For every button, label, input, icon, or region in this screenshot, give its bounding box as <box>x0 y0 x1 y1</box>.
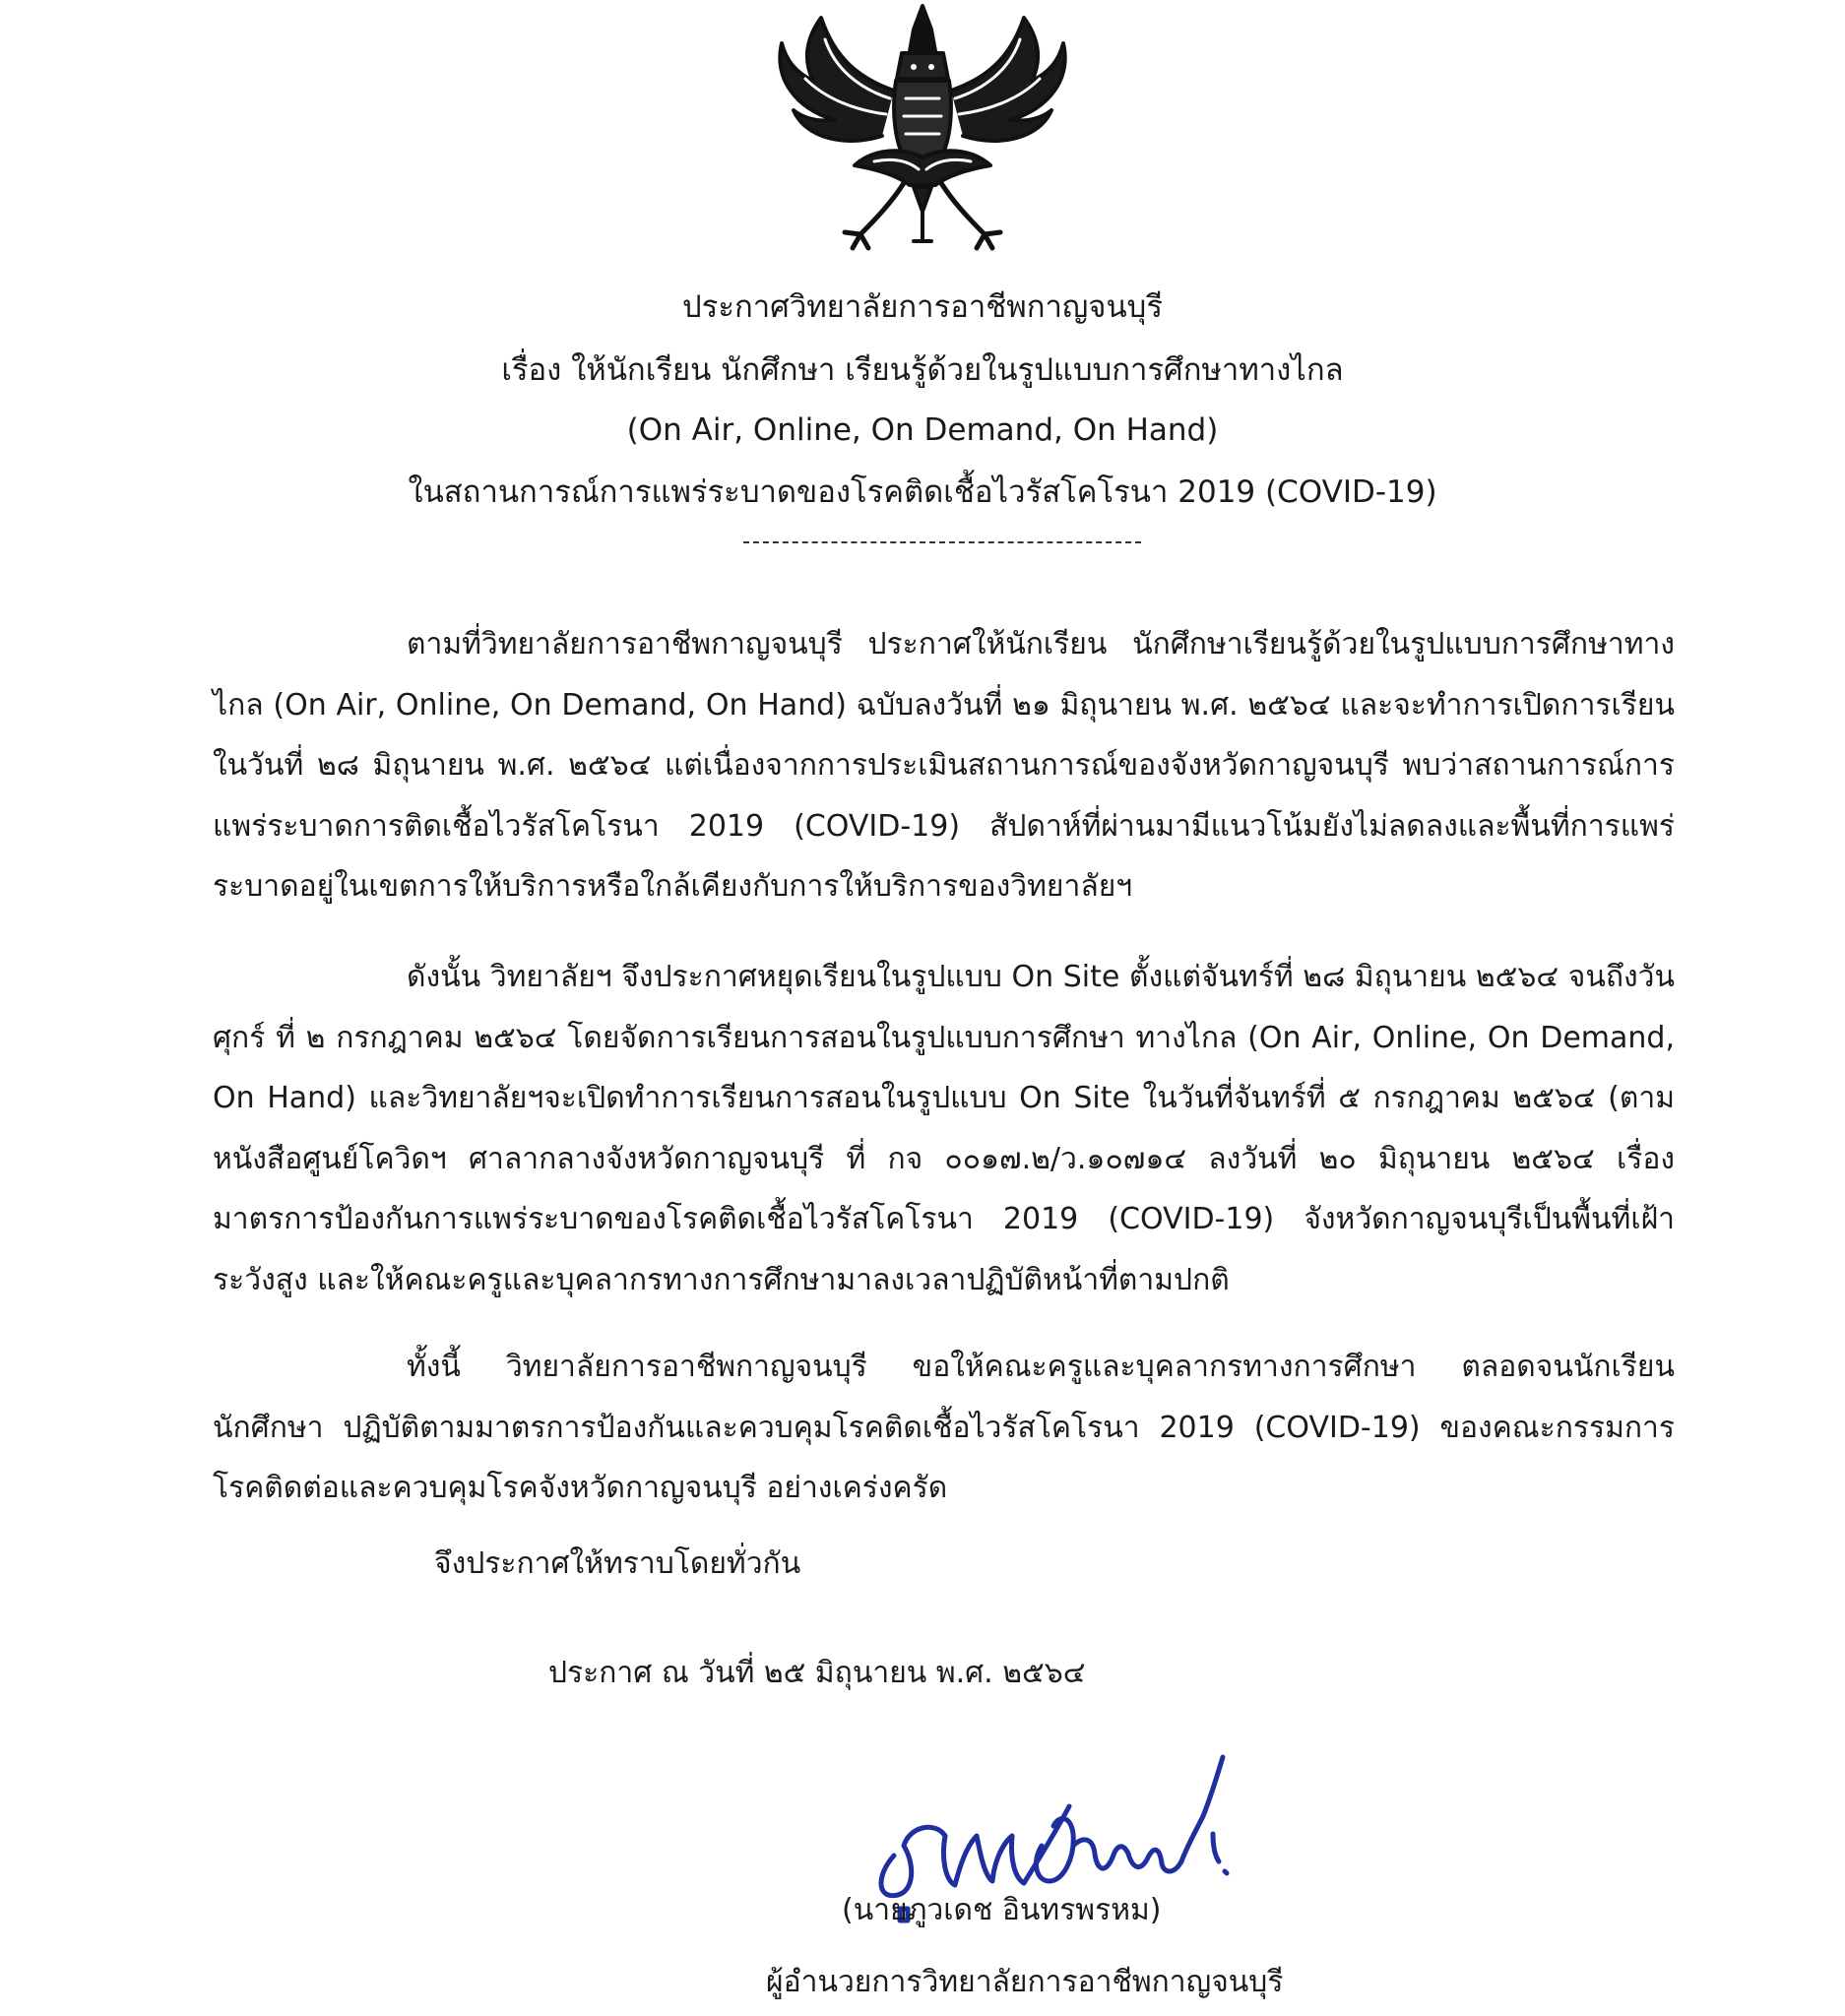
garuda-emblem-icon <box>766 0 1079 266</box>
signer-name: (นายภูวเดช อินทรพรหม) <box>842 1893 1162 1927</box>
subject-line: เรื่อง ให้นักเรียน นักศึกษา เรียนรู้ด้วยในรูปแบบการศึกษาทางไกล <box>501 352 1344 388</box>
paragraph-2 <box>213 947 1675 1310</box>
paragraph-1-text: ตามที่วิทยาลัยการอาชีพกาญจนบุรี ประกาศให้นักเรียน นักศึกษาเรียนรู้ด้วยในรูปแบบการศึกษาทางไกล (On Air, Online, On Demand, On Hand) ฉบับลงวันที่ ๒๑ มิถุนายน พ.ศ. ๒๕๖๔ และจะทำการเปิดการเรียนในวันที่ ๒๘ มิถุนายน พ.ศ. ๒๕๖๔ แต่เนื่องจากการประเมินสถานการณ์ของจังหวัดกาญจนบุรี พบว่าสถานการณ์การแพร่ระบาดการติดเชื้อไวรัสโคโรนา 2019 (COVID-19) สัปดาห์ที่ผ่านมามีแนวโน้มยังไม่ลดลงและพื้นที่การแพร่ระบาดอยู่ในเขตการให้บริการหรือใกล้เคียงกับการให้บริการของวิทยาลัยฯ <box>213 627 1675 904</box>
closing-statement: จึงประกาศให้ทราบโดยทั่วกัน <box>434 1546 801 1581</box>
subject-context: ในสถานการณ์การแพร่ระบาดของโรคติดเชื้อไวรัสโคโรนา 2019 (COVID-19) <box>408 474 1437 510</box>
paragraph-3 <box>213 1337 1675 1519</box>
subject-modes: (On Air, Online, On Demand, On Hand) <box>626 412 1219 448</box>
announcement-date: ประกาศ ณ วันที่ ๒๕ มิถุนายน พ.ศ. ๒๕๖๔ <box>548 1656 1086 1690</box>
announcement-title: ประกาศวิทยาลัยการอาชีพกาญจนบุรี <box>681 289 1163 325</box>
signer-position: ผู้อำนวยการวิทยาลัยการอาชีพกาญจนบุรี <box>766 1965 1284 1999</box>
paragraph-2-text: ดังนั้น วิทยาลัยฯ จึงประกาศหยุดเรียนในรูปแบบ On Site ตั้งแต่จันทร์ที่ ๒๘ มิถุนายน ๒๕๖๔ จนถึงวันศุกร์ ที่ ๒ กรกฎาคม ๒๕๖๔ โดยจัดการเรียนการสอนในรูปแบบการศึกษา ทางไกล (On Air, Online, On Demand, On Hand) และวิทยาลัยฯจะเปิดทำการเรียนการสอนในรูปแบบ On Site ในวันที่จันทร์ที่ ๕ กรกฎาคม ๒๕๖๔ (ตามหนังสือศูนย์โควิดฯ ศาลากลางจังหวัดกาญจนบุรี ที่ กจ ๐๐๑๗.๒/ว.๑๐๗๑๔ ลงวันที่ ๒๐ มิถุนายน ๒๕๖๔ เรื่องมาตรการป้องกันการแพร่ระบาดของโรคติดเชื้อไวรัสโคโรนา 2019 (COVID-19) จังหวัดกาญจนบุรีเป็นพื้นที่เฝ้าระวังสูง และให้คณะครูและบุคลากรทางการศึกษามาลงเวลาปฏิบัติหน้าที่ตามปกติ <box>213 960 1675 1297</box>
paragraph-3-text: ทั้งนี้ วิทยาลัยการอาชีพกาญจนบุรี ขอให้คณะครูและบุคลากรทางการศึกษา ตลอดจนนักเรียน นักศึกษา ปฏิบัติตามมาตรการป้องกันและควบคุมโรคติดเชื้อไวรัสโคโรนา 2019 (COVID-19) ของคณะกรรมการโรคติดต่อและควบคุมโรคจังหวัดกาญจนบุรี อย่างเคร่งครัด <box>213 1350 1675 1505</box>
paragraph-1 <box>213 614 1675 917</box>
divider <box>743 541 1141 543</box>
